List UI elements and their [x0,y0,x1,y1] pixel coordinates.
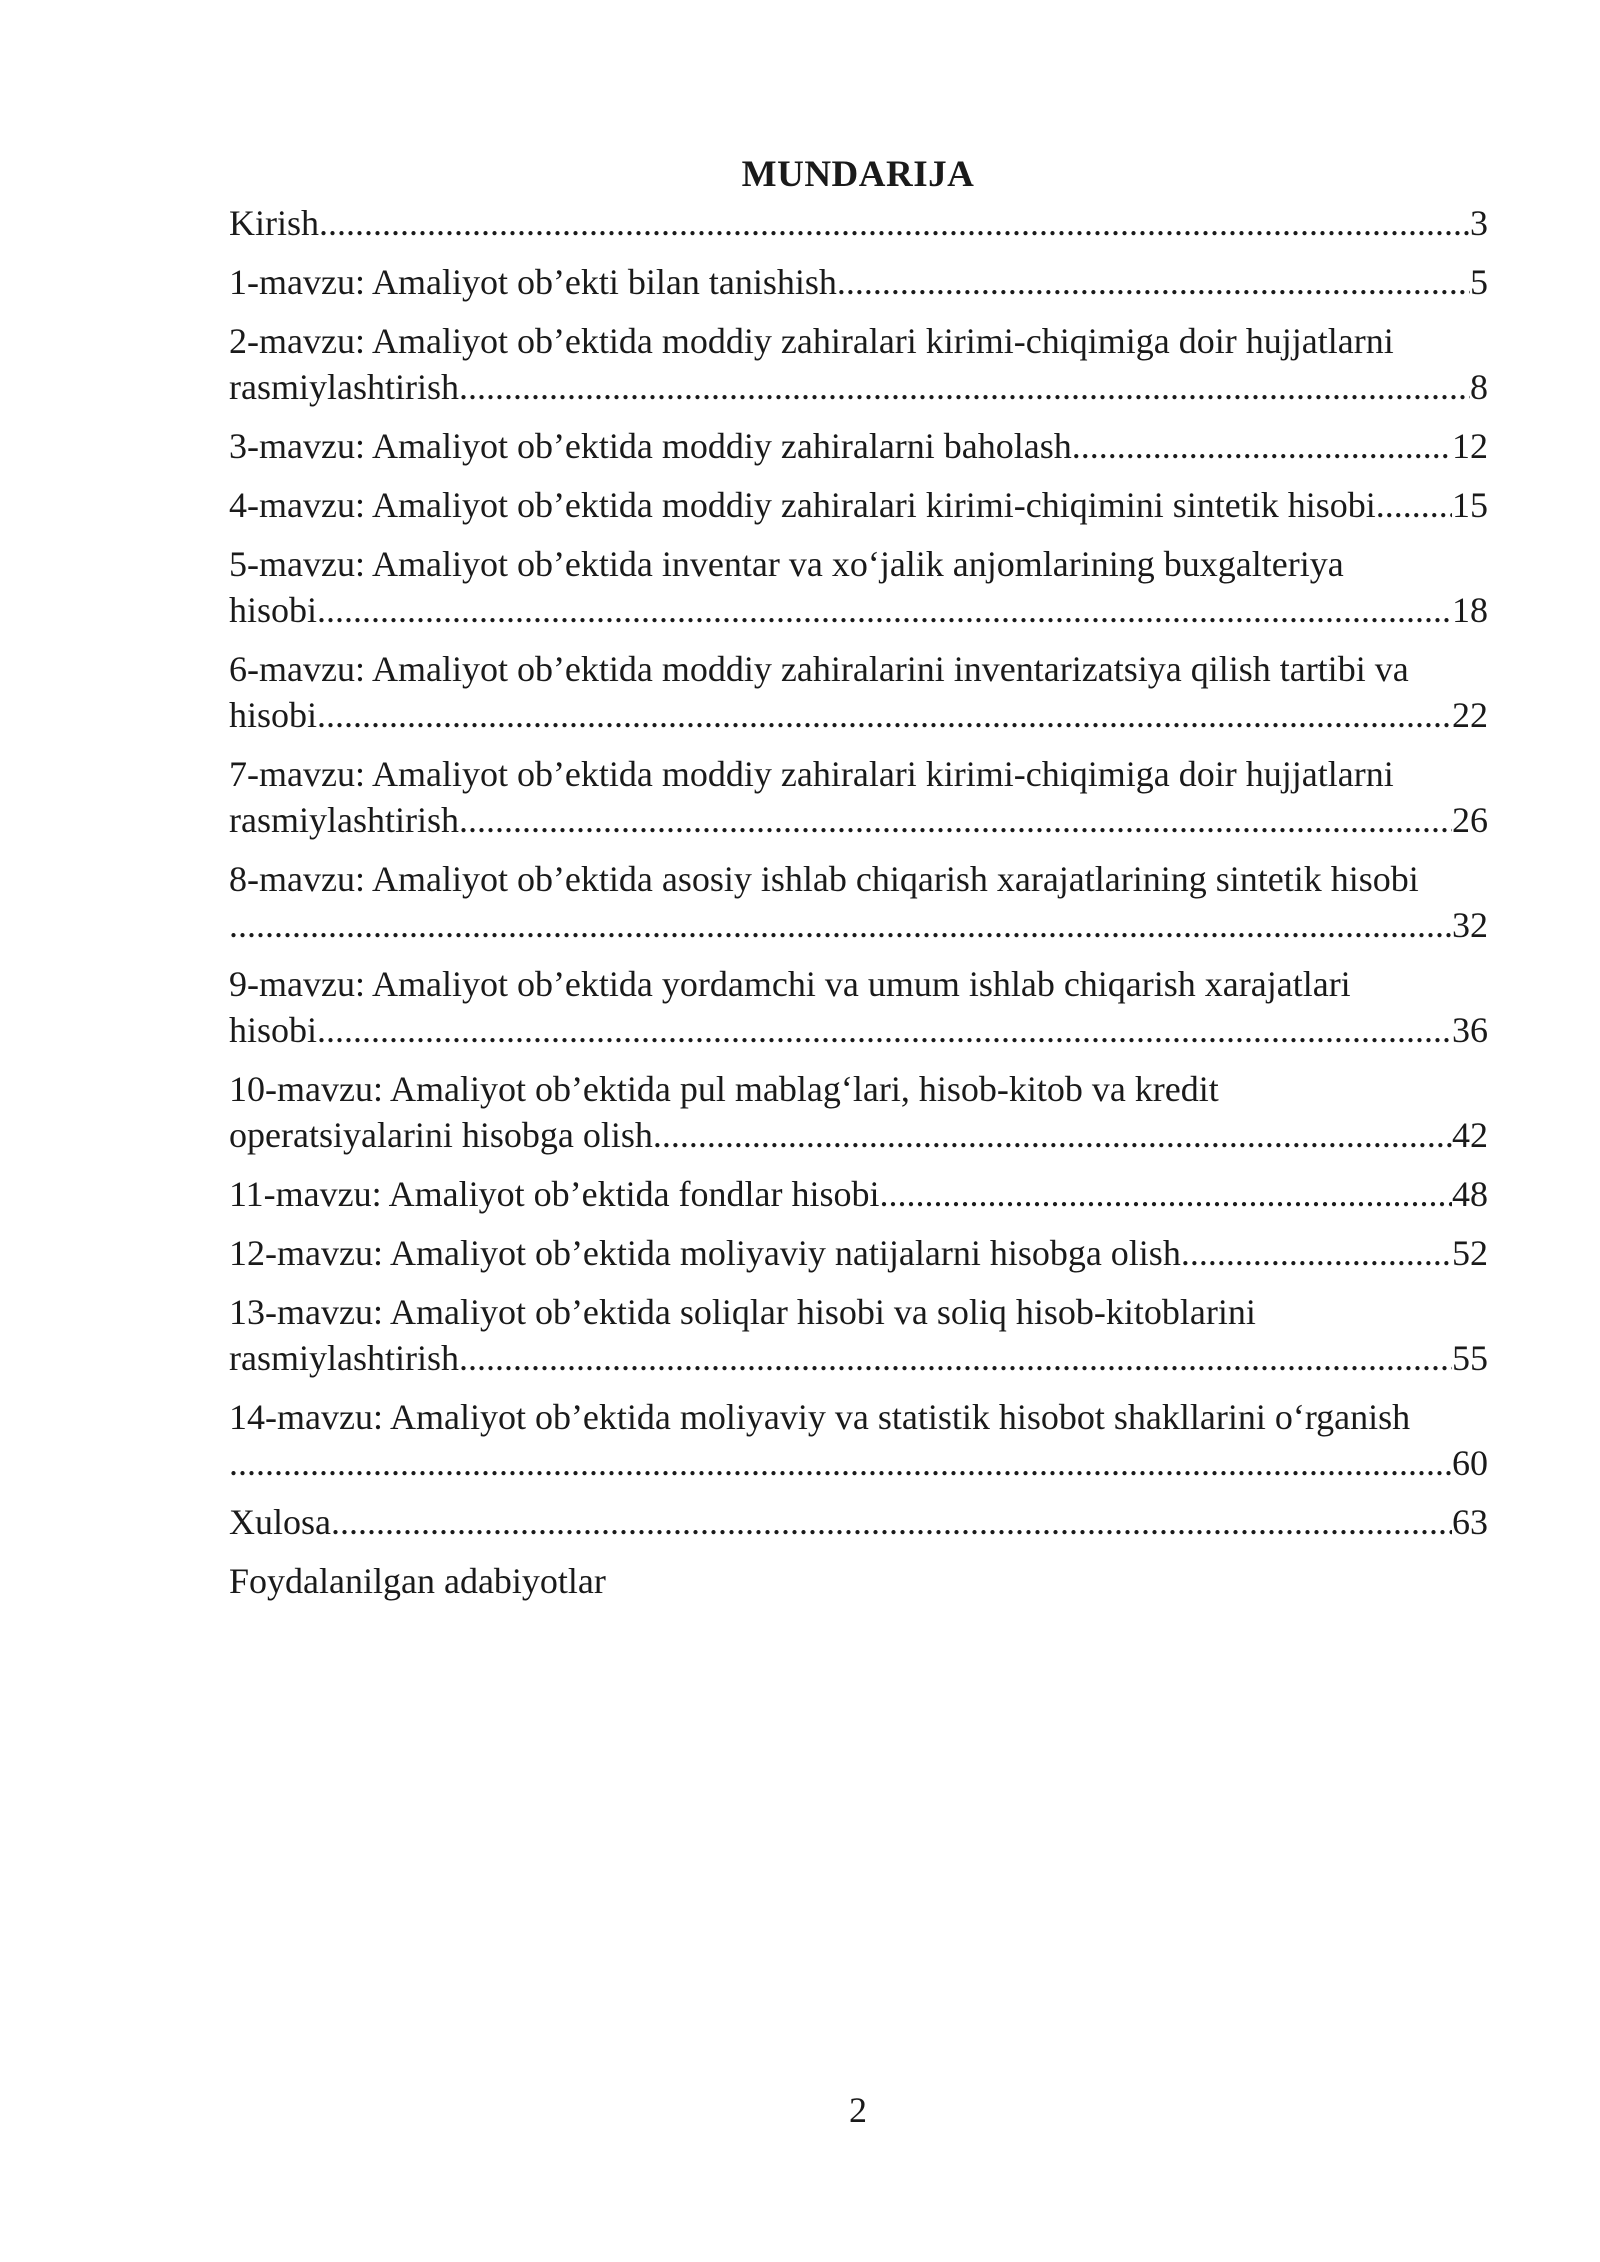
toc-entry-page: 26 [1452,800,1488,840]
toc-entry-title: Kirish [229,203,319,243]
toc-entry-title: rasmiylashtirish [229,1338,459,1378]
dot-leader [1072,423,1452,469]
toc-entry-line [229,1499,1488,1545]
dot-leader [317,587,1452,633]
toc-entry-title: hisobi [229,590,318,630]
toc-entry-page: 12 [1452,426,1488,466]
toc-entry-title-line: 13-mavzu: Amaliyot ob’ektida soliqlar hisobi va soliq hisob-kitoblarini [229,1292,1256,1332]
toc-entry[interactable] [229,1230,1488,1276]
toc-entry-page: 48 [1452,1174,1488,1214]
toc-entry-title: 12-mavzu: Amaliyot ob’ektida moliyaviy natijalarni hisobga olish [229,1233,1181,1273]
page-title: MUNDARIJA [741,154,975,195]
toc-entry-title-line: 8-mavzu: Amaliyot ob’ektida asosiy ishlab chiqarish xarajatlarining sintetik hisobi [229,859,1419,899]
toc-entry-page: 55 [1452,1338,1488,1378]
toc-entry-line [229,1171,1488,1217]
toc-entry-line [229,1440,1488,1486]
toc-entry-page: 8 [1470,367,1488,407]
toc-entry[interactable] [229,1066,1488,1158]
dot-leader [459,797,1452,843]
toc-entry-title-line: 6-mavzu: Amaliyot ob’ektida moddiy zahiralarini inventarizatsiya qilish tartibi va [229,649,1409,689]
page-number: 2 [849,2090,867,2130]
toc-entry-page: 36 [1452,1010,1488,1050]
dot-leader [319,200,1470,246]
toc-entry[interactable] [229,482,1488,528]
dot-leader [317,1007,1452,1053]
dot-leader [459,1335,1452,1381]
toc-entry-title: operatsiyalarini hisobga olish [229,1115,653,1155]
toc-entry-line [229,1007,1488,1053]
toc-entry-line [229,692,1488,738]
toc-entry-title-line: 5-mavzu: Amaliyot ob’ektida inventar va xo‘jalik anjomlarining buxgalteriya [229,544,1344,584]
toc-entry[interactable] [229,646,1488,738]
toc-entry-line [229,1230,1488,1276]
toc-entry[interactable] [229,200,1488,246]
toc-entry-title: 11-mavzu: Amaliyot ob’ektida fondlar hisobi [229,1174,880,1214]
toc-entry-page: 60 [1452,1443,1488,1483]
toc-entry[interactable] [229,541,1488,633]
toc-entry-line [229,364,1488,410]
toc-entries [229,200,1488,1545]
toc-entry[interactable] [229,318,1488,410]
dot-leader [653,1112,1452,1158]
toc-entry-title-line: 14-mavzu: Amaliyot ob’ektida moliyaviy va statistik hisobot shakllarini o‘rganish [229,1397,1411,1437]
toc-entry-title-line: 2-mavzu: Amaliyot ob’ektida moddiy zahiralari kirimi-chiqimiga doir hujjatlarni [229,321,1394,361]
toc-entry-title: rasmiylashtirish [229,800,459,840]
toc-entry-title: 3-mavzu: Amaliyot ob’ektida moddiy zahiralarni baholash [229,426,1072,466]
toc-entry-title: rasmiylashtirish [229,367,459,407]
toc-entry[interactable] [229,751,1488,843]
toc-entry-page: 42 [1452,1115,1488,1155]
toc-entry[interactable] [229,1394,1488,1486]
dot-leader [837,259,1470,305]
toc-entry-title: hisobi [229,1010,318,1050]
dot-leader [331,1499,1452,1545]
toc-entry-title-line: 9-mavzu: Amaliyot ob’ektida yordamchi va umum ishlab chiqarish xarajatlari [229,964,1351,1004]
toc-entry-line [229,1112,1488,1158]
toc-entry[interactable] [229,1289,1488,1381]
toc-entry-page: 63 [1452,1502,1488,1542]
toc-entry-title: Xulosa [229,1502,331,1542]
toc-entry-page: 52 [1452,1233,1488,1273]
toc-entry-title: 4-mavzu: Amaliyot ob’ektida moddiy zahiralari kirimi-chiqimini sintetik hisobi [229,485,1376,525]
toc-entry-line [229,902,1488,948]
toc-entry-title: 1-mavzu: Amaliyot ob’ekti bilan tanishish [229,262,837,302]
toc-entry-references[interactable]: Foydalanilgan adabiyotlar [229,1561,606,1601]
toc-entry-title-line: 7-mavzu: Amaliyot ob’ektida moddiy zahiralari kirimi-chiqimiga doir hujjatlarni [229,754,1394,794]
toc-entry-line [229,797,1488,843]
dot-leader [317,692,1452,738]
toc-entry[interactable] [229,856,1488,948]
toc-entry-line [229,259,1488,305]
table-of-contents [229,200,1488,1604]
dot-leader [229,1440,1452,1486]
dot-leader [1181,1230,1452,1276]
toc-entry-page: 22 [1452,695,1488,735]
toc-entry-line [229,423,1488,469]
toc-entry-line [229,200,1488,246]
toc-entry-line [229,482,1488,528]
toc-entry-page: 15 [1452,485,1488,525]
dot-leader [229,902,1452,948]
toc-entry[interactable] [229,961,1488,1053]
dot-leader [1376,482,1452,528]
toc-entry-page: 5 [1470,262,1488,302]
toc-entry[interactable] [229,259,1488,305]
toc-entry[interactable] [229,1499,1488,1545]
toc-entry-page: 3 [1470,203,1488,243]
dot-leader [459,364,1470,410]
toc-entry-title-line: 10-mavzu: Amaliyot ob’ektida pul mablag‘lari, hisob-kitob va kredit [229,1069,1219,1109]
toc-entry-line [229,587,1488,633]
toc-entry-line [229,1335,1488,1381]
dot-leader [880,1171,1452,1217]
toc-entry[interactable] [229,423,1488,469]
toc-entry-title: hisobi [229,695,318,735]
toc-entry-page: 32 [1452,905,1488,945]
toc-entry-page: 18 [1452,590,1488,630]
toc-entry[interactable] [229,1171,1488,1217]
